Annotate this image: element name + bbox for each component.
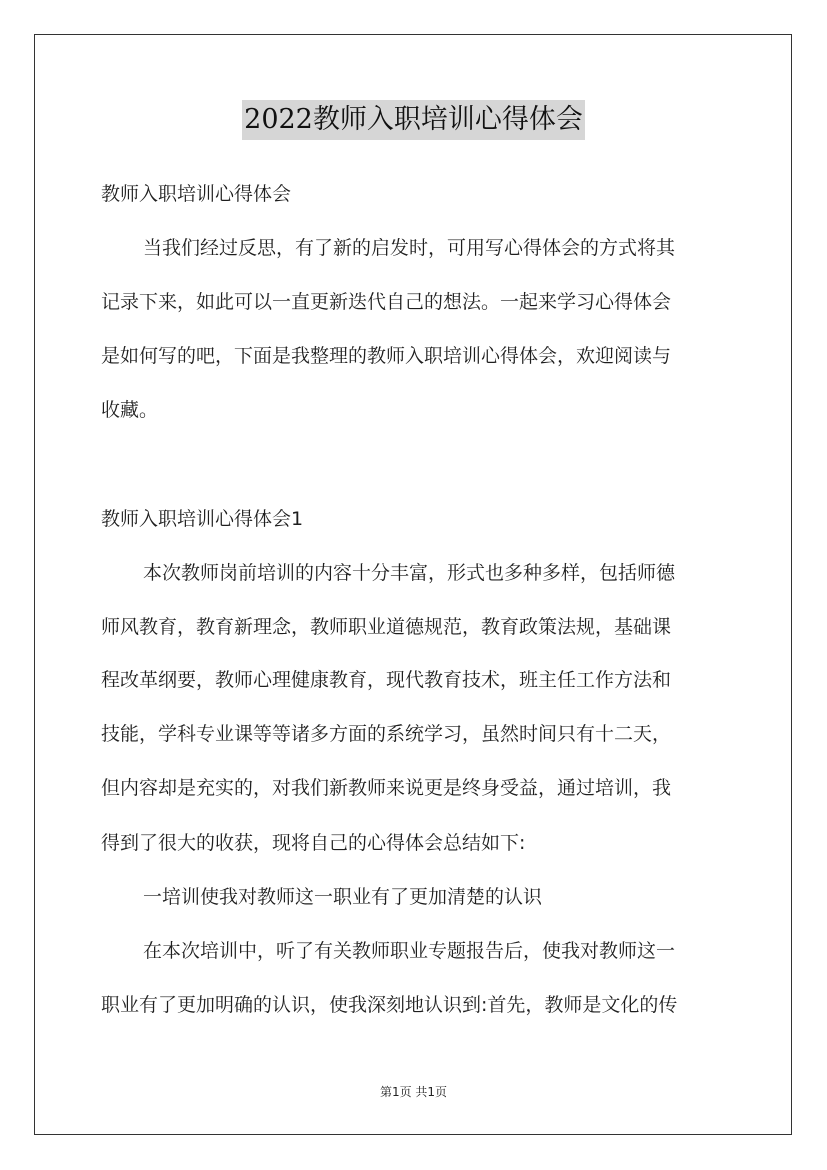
paragraph-line: 是如何写的吧，下面是我整理的教师入职培训心得体会，欢迎阅读与 <box>101 345 672 367</box>
section-heading: 教师入职培训心得体会1 <box>101 508 304 530</box>
paragraph-line: 得到了很大的收获，现将自己的心得体会总结如下: <box>101 832 526 854</box>
paragraph-line: 但内容却是充实的，对我们新教师来说更是终身受益，通过培训，我 <box>101 777 672 799</box>
paragraph-line: 师风教育，教育新理念，教师职业道德规范，教育政策法规，基础课 <box>101 616 672 638</box>
paragraph-line: 当我们经过反思，有了新的启发时，可用写心得体会的方式将其 <box>143 237 676 259</box>
title-container <box>0 100 827 140</box>
subheading-line: 一培训使我对教师这一职业有了更加清楚的认识 <box>143 886 543 908</box>
paragraph-line: 职业有了更加明确的认识，使我深刻地认识到:首先，教师是文化的传 <box>101 994 678 1016</box>
paragraph-line: 在本次培训中，听了有关教师职业专题报告后，使我对教师这一 <box>143 940 676 962</box>
page-number-footer: 第1页 共1页 <box>379 1085 448 1099</box>
section-heading: 教师入职培训心得体会 <box>101 183 292 205</box>
paragraph-line: 技能，学科专业课等等诸多方面的系统学习，虽然时间只有十二天， <box>101 723 672 745</box>
paragraph-line: 程改革纲要，教师心理健康教育，现代教育技术，班主任工作方法和 <box>101 669 672 691</box>
paragraph-line: 收藏。 <box>101 399 159 421</box>
document-title: 2022教师入职培训心得体会 <box>242 100 585 140</box>
paragraph-line: 本次教师岗前培训的内容十分丰富，形式也多种多样，包括师德 <box>143 562 676 584</box>
paragraph-line: 记录下来，如此可以一直更新迭代自己的想法。一起来学习心得体会 <box>101 291 672 313</box>
